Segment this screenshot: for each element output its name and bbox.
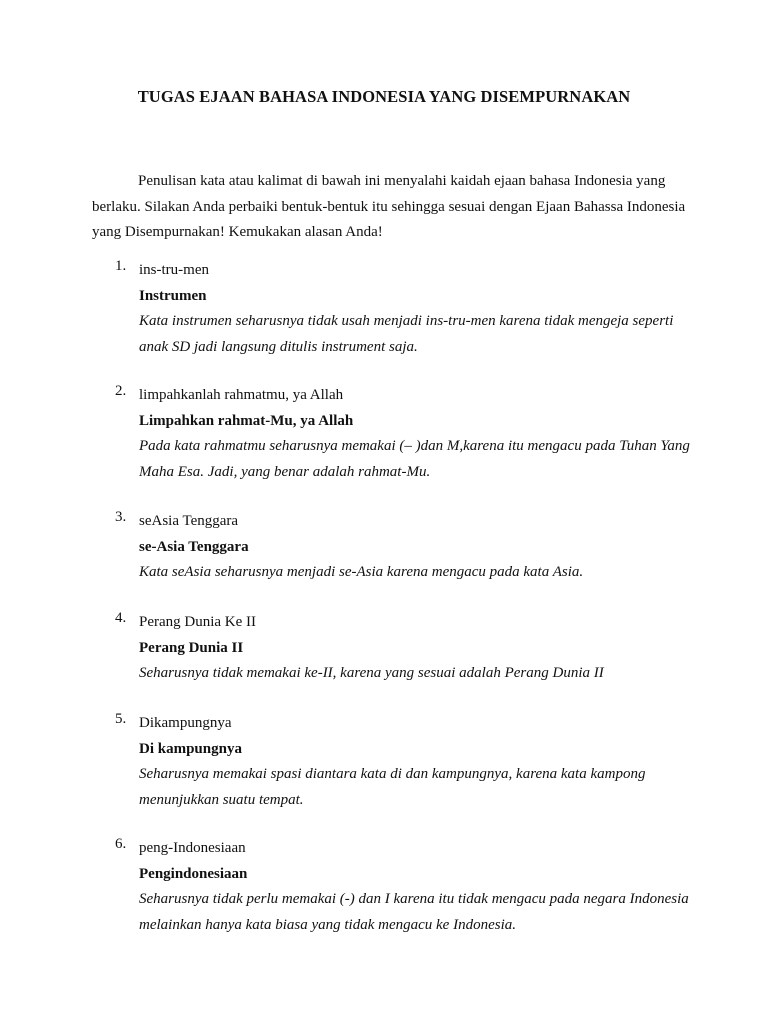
- intro-paragraph: [92, 169, 692, 246]
- intro-text: Penulisan kata atau kalimat di bawah ini menyalahi kaidah ejaan bahasa Indonesia yang berlaku. Silakan Anda perbaiki bentuk-bentuk itu sehingga sesuai dengan Ejaan Bahassa Indonesia yang Disempurnakan! Kemukakan alasan Anda!: [92, 173, 686, 240]
- item-correct-form: Limpahkan rahmat-Mu, ya Allah: [139, 412, 354, 429]
- item-correct-form: Perang Dunia II: [139, 639, 244, 656]
- item-reason: Seharusnya memakai spasi diantara kata di dan kampungnya, karena kata kampong menunjukkan suatu tempat.: [139, 766, 646, 808]
- item-reason: Kata instrumen seharusnya tidak usah menjadi ins-tru-men karena tidak mengeja seperti anak SD jadi langsung ditulis instrument saja.: [139, 313, 674, 355]
- item-reason: Pada kata rahmatmu seharusnya memakai (– )dan M,karena itu mengacu pada Tuhan Yang Maha Esa. Jadi, yang benar adalah rahmat-Mu.: [139, 438, 690, 480]
- item-correct-form: se-Asia Tenggara: [139, 538, 249, 555]
- item-wrong-form: seAsia Tenggara: [139, 513, 239, 529]
- item-number: 5.: [115, 711, 127, 727]
- item-number: 2.: [115, 383, 127, 399]
- item-reason: Kata seAsia seharusnya menjadi se-Asia karena mengacu pada kata Asia.: [139, 564, 584, 580]
- document-title: TUGAS EJAAN BAHASA INDONESIA YANG DISEMPURNAKAN: [137, 87, 631, 106]
- item-wrong-form: Perang Dunia Ke II: [139, 614, 257, 630]
- item-number: 3.: [115, 509, 127, 525]
- item-correct-form: Di kampungnya: [139, 740, 242, 757]
- item-wrong-form: Dikampungnya: [139, 715, 232, 731]
- item-correct-form: Instrumen: [139, 287, 207, 304]
- item-wrong-form: ins-tru-men: [139, 262, 209, 278]
- item-number: 6.: [115, 836, 127, 852]
- item-number: 4.: [115, 610, 127, 626]
- item-number: 1.: [115, 258, 127, 274]
- item-reason: Seharusnya tidak memakai ke-II, karena yang sesuai adalah Perang Dunia II: [139, 665, 604, 681]
- item-wrong-form: limpahkanlah rahmatmu, ya Allah: [139, 387, 344, 403]
- item-wrong-form: peng-Indonesiaan: [139, 840, 246, 856]
- item-reason: Seharusnya tidak perlu memakai (-) dan I karena itu tidak mengacu pada negara Indonesia melainkan hanya kata biasa yang tidak mengacu ke Indonesia.: [139, 891, 689, 933]
- item-correct-form: Pengindonesiaan: [139, 865, 248, 882]
